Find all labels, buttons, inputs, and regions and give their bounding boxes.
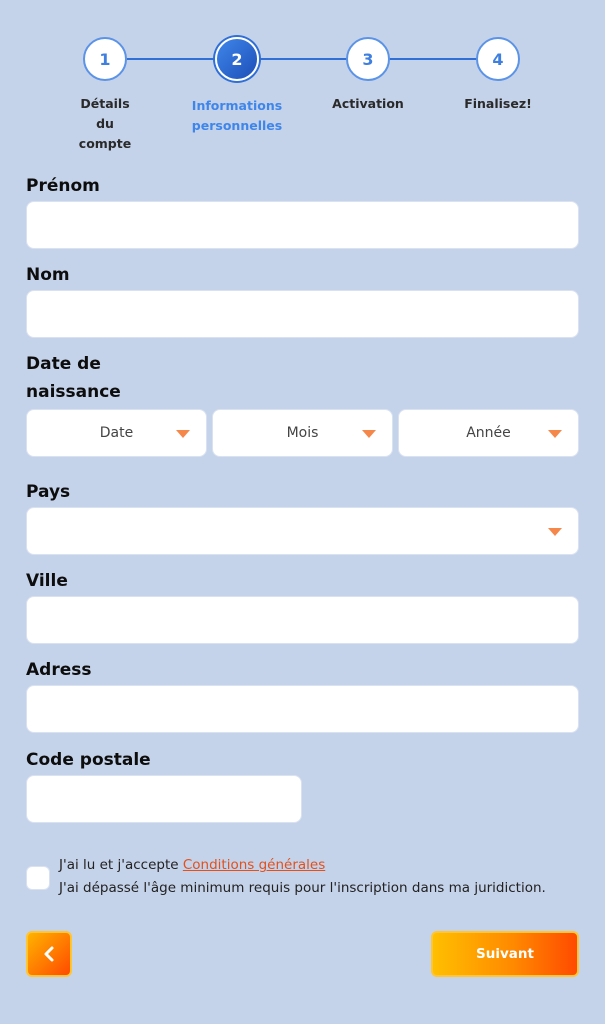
step-number: 1 [99,49,111,69]
step-label-line: personnelles [191,118,283,133]
birth-date-label-line: Date de [26,354,101,374]
last-name-label: Nom [26,265,70,285]
birth-day-placeholder: Date [99,425,134,441]
step-number: 2 [231,49,243,69]
country-select[interactable] [26,507,579,555]
caret-down-icon [548,528,562,536]
caret-down-icon [548,430,562,438]
step-label-line: Activation [332,96,404,111]
address-label: Adress [26,660,92,680]
step-label-line: du [96,116,114,131]
step-4-circle[interactable] [476,37,520,81]
terms-checkbox[interactable] [26,866,50,890]
first-name-input[interactable] [26,201,579,249]
step-1-circle[interactable] [83,37,127,81]
terms-prefix: J'ai lu et j'accepte [59,857,183,873]
birth-month-placeholder: Mois [286,425,319,441]
next-button[interactable]: Suivant [431,931,579,977]
birth-year-placeholder: Année [466,425,511,441]
birth-day-select[interactable] [26,409,207,457]
birth-year-select[interactable] [398,409,579,457]
birth-month-select[interactable] [212,409,393,457]
back-button[interactable] [26,931,72,977]
step-number: 3 [362,49,374,69]
terms-link[interactable]: Conditions générales [182,857,326,873]
step-1-label [50,94,160,154]
city-label: Ville [26,571,68,591]
caret-down-icon [362,430,376,438]
terms-text [59,854,546,900]
last-name-input[interactable] [26,290,579,338]
first-name-label: Prénom [26,176,100,196]
country-label: Pays [26,482,71,502]
caret-down-icon [176,430,190,438]
step-4-label [443,94,553,114]
birth-date-label-line: naissance [26,382,121,402]
step-label-line: Finalisez! [464,96,532,111]
step-number: 4 [492,49,504,69]
progress-stepper [0,0,605,160]
step-label-line: compte [78,136,132,151]
step-3-label [313,94,423,114]
step-2-label [182,96,292,136]
postal-code-input[interactable] [26,775,302,823]
step-connector [127,58,219,60]
step-label-line: Détails [80,96,130,111]
terms-line-2: J'ai dépassé l'âge minimum requis pour l'inscription dans ma juridiction. [59,880,546,896]
step-connector [389,58,479,60]
postal-code-label: Code postale [26,750,151,770]
step-2-circle[interactable] [215,37,259,81]
city-input[interactable] [26,596,579,644]
chevron-left-icon [42,945,56,963]
step-3-circle[interactable] [346,37,390,81]
step-label-line: Informations [191,98,283,113]
address-input[interactable] [26,685,579,733]
terms-line-1 [59,854,546,877]
step-connector [258,58,350,60]
birth-date-label [26,350,121,406]
